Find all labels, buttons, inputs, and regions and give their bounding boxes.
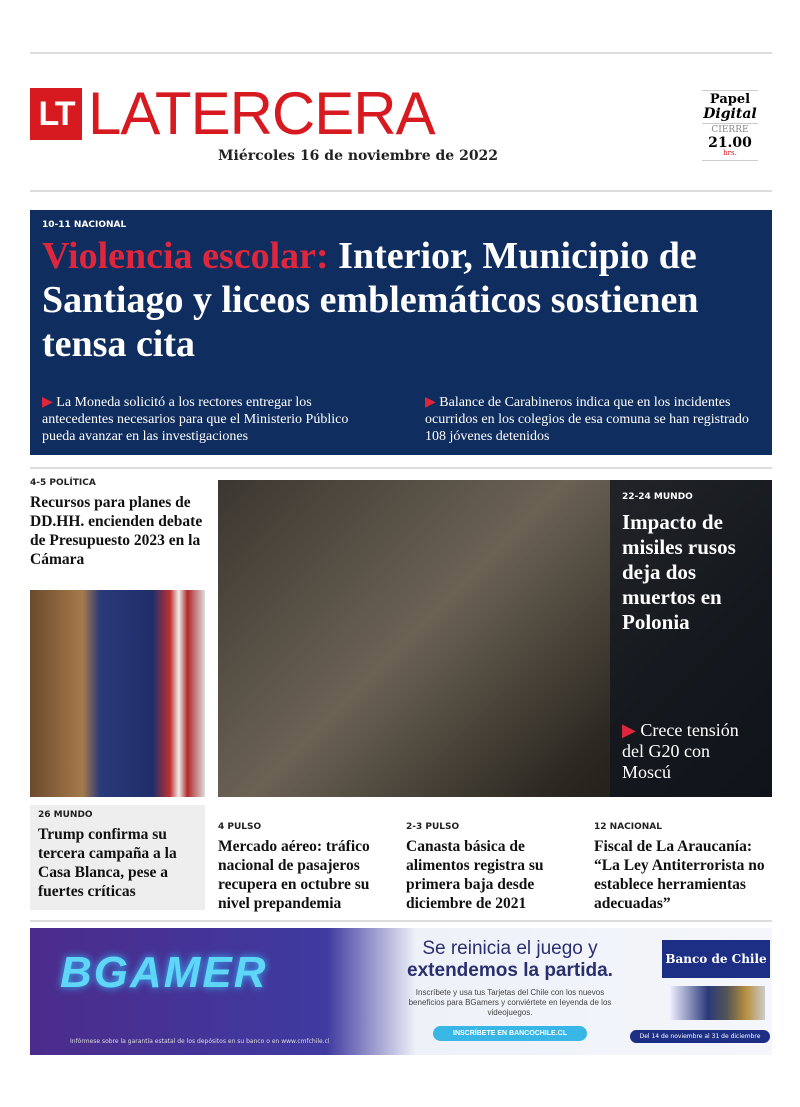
bgamer-logo: BGAMER: [60, 948, 268, 997]
headline-text: Interior, Municipio de Santiago y liceos emblemáticos sostienen tensa cita: [42, 235, 699, 365]
section-label: 4-5 POLÍTICA: [30, 478, 96, 488]
story-canasta[interactable]: [406, 822, 584, 913]
issue-date: Miércoles 16 de noviembre de 2022: [218, 148, 499, 164]
triangle-icon: ▶: [42, 395, 57, 410]
story-mercado[interactable]: [218, 822, 398, 913]
ad-cta-button[interactable]: INSCRÍBETE EN BANCOCHILE.CL: [433, 1026, 587, 1041]
closing-label: CIERRE: [711, 125, 749, 136]
triangle-icon: ▶: [622, 720, 641, 740]
story-headline: Trump confirma su tercera campaña a la Casa Blanca, pese a fuertes críticas: [38, 826, 177, 900]
section-label: 10-11 NACIONAL: [42, 220, 127, 230]
cards-image: [670, 986, 765, 1020]
closing-time: 21.00: [708, 134, 752, 151]
story-headline: Fiscal de La Araucanía: “La Ley Antiterrorista no establece herramientas adecuadas”: [594, 838, 765, 912]
bullet: ▶ La Moneda solicitó a los rectores entregar los antecedentes necesarios para que el Ministerio Público pueda avanzar en las investigaciones: [42, 395, 349, 444]
edition-line1: Papel: [709, 92, 751, 107]
bullet: ▶ Balance de Carabineros indica que en los incidentes ocurridos en los colegios de esa comuna se han registrado 108 jóvenes detenidos: [425, 395, 749, 444]
section-label: 26 MUNDO: [38, 810, 93, 820]
ad-body: Inscríbete y usa tus Tarjetas del Chile con los nuevos beneficios para BGamers y conviértete en leyenda de los videojuegos.: [408, 988, 612, 1017]
bank-logo: Banco de Chile: [662, 940, 770, 978]
headline-kicker: Violencia escolar:: [42, 235, 329, 277]
logo-name: LATERCERA: [88, 80, 435, 147]
feature-headline: Impacto de misiles rusos deja dos muertos en Polonia: [622, 510, 736, 634]
section-label: 2-3 PULSO: [406, 822, 460, 832]
promo-dates: Del 14 de noviembre al 31 de diciembre: [630, 1030, 770, 1043]
closing-unit: hrs.: [723, 149, 737, 158]
story-headline: Recursos para planes de DD.HH. encienden debate de Presupuesto 2023 en la Cámara: [30, 494, 203, 568]
lead-headline: [42, 234, 760, 366]
section-label: 4 PULSO: [218, 822, 262, 832]
logo[interactable]: [30, 80, 435, 147]
story-headline: Canasta básica de alimentos registra su primera baja desde diciembre de 2021: [406, 838, 544, 912]
feature-story[interactable]: [610, 480, 772, 797]
triangle-icon: ▶: [425, 395, 440, 410]
rule: [30, 920, 772, 922]
feature-subhead: ▶ Crece tensión del G20 con Moscú: [622, 720, 739, 782]
lead-story[interactable]: [30, 210, 772, 455]
ad-fine-print: Infórmese sobre la garantía estatal de los depósitos en su banco o en www.cmfchile.cl: [70, 1038, 330, 1045]
edition-line2: Digital: [702, 107, 758, 125]
trump-photo: [30, 590, 205, 797]
story-trump[interactable]: [30, 805, 205, 910]
story-headline: Mercado aéreo: tráfico nacional de pasajeros recupera en octubre su nivel prepandemia: [218, 838, 370, 912]
story-politica[interactable]: [30, 478, 205, 569]
logo-mark: LT: [30, 88, 82, 140]
masthead-rule: [30, 190, 772, 192]
story-fiscal[interactable]: [594, 822, 772, 913]
ad-title-bold: extendemos la partida.: [407, 960, 613, 981]
section-label: 22-24 MUNDO: [622, 492, 693, 502]
top-rule: [30, 52, 772, 54]
rule: [30, 467, 772, 469]
section-label: 12 NACIONAL: [594, 822, 662, 832]
bgamer-ad[interactable]: [30, 928, 772, 1055]
ad-title: Se reinicia el juego y: [422, 938, 598, 959]
edition-box: [702, 90, 758, 161]
